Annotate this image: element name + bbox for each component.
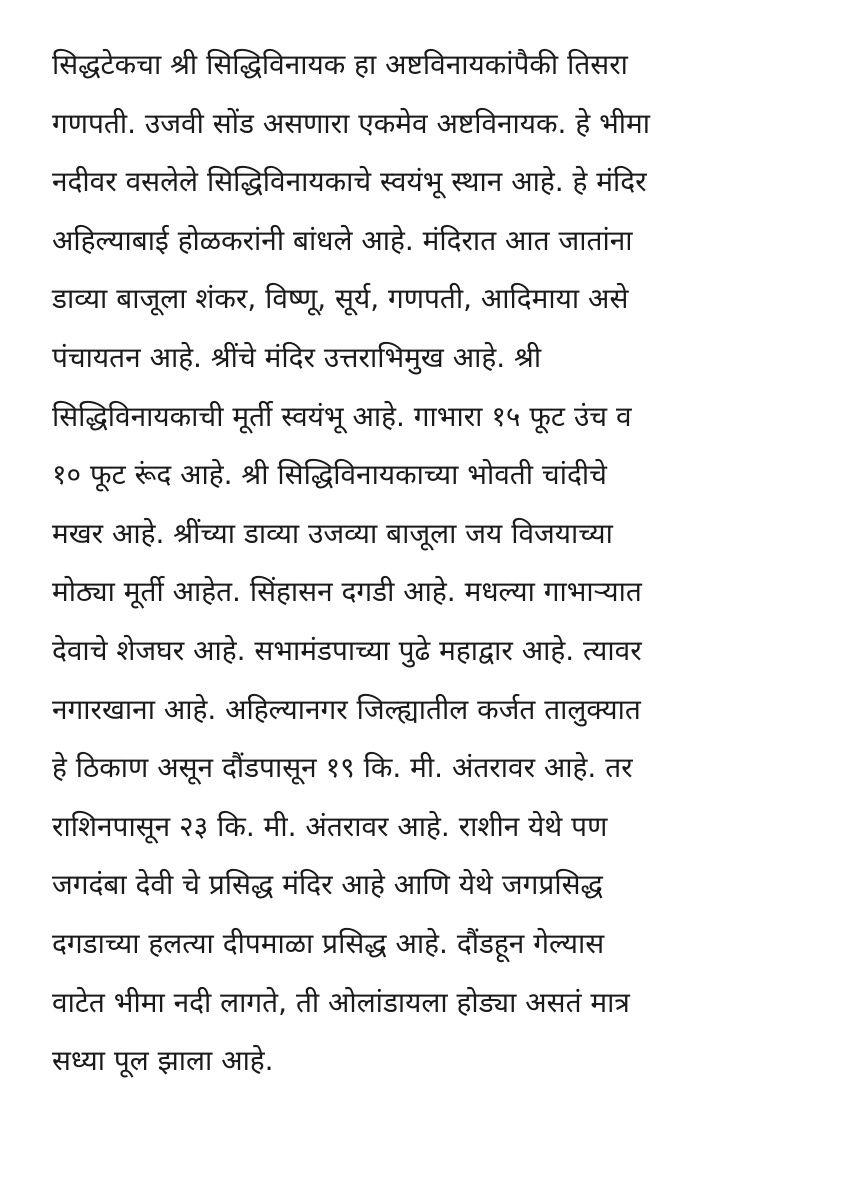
text-line: मोठ्या मूर्ती आहेत. सिंहासन दगडी आहे. मधल्या गाभाऱ्यात bbox=[52, 575, 642, 609]
text-line: १० फूट रूंद आहे. श्री सिद्धिविनायकाच्या भोवती चांदीचे bbox=[52, 458, 607, 492]
text-line: गणपती. उजवी सोंड असणारा एकमेव अष्टविनायक. हे भीमा bbox=[52, 106, 651, 140]
text-line: हे ठिकाण असून दौंडपासून १९ कि. मी. अंतरावर आहे. तर bbox=[52, 751, 633, 785]
text-line: वाटेत भीमा नदी लागते, ती ओलांडायला होड्या असतं मात्र bbox=[52, 985, 630, 1019]
text-line: सिद्धटेकचा श्री सिद्धिविनायक हा अष्टविनायकांपैकी तिसरा bbox=[52, 48, 628, 81]
text-line: राशिनपासून २३ कि. मी. अंतरावर आहे. राशीन येथे पण bbox=[52, 809, 608, 843]
text-line: अहिल्याबाई होळकरांनी बांधले आहे. मंदिरात आत जातांना bbox=[52, 223, 633, 257]
text-line: सिद्धिविनायकाची मूर्ती स्वयंभू आहे. गाभारा १५ फूट उंच व bbox=[52, 399, 632, 433]
text-line: देवाचे शेजघर आहे. सभामंडपाच्या पुढे महाद्वार आहे. त्यावर bbox=[52, 633, 642, 667]
article-paragraph bbox=[52, 36, 822, 1091]
text-line: जगदंबा देवी चे प्रसिद्ध मंदिर आहे आणि येथे जगप्रसिद्ध bbox=[52, 868, 603, 902]
text-line: नदीवर वसलेले सिद्धिविनायकाचे स्वयंभू स्थान आहे. हे मंदिर bbox=[52, 165, 647, 199]
text-line: मखर आहे. श्रींच्या डाव्या उजव्या बाजूला जय विजयाच्या bbox=[52, 516, 613, 550]
text-line: नगारखाना आहे. अहिल्यानगर जिल्ह्यातील कर्जत तालुक्यात bbox=[52, 692, 641, 726]
text-line: दगडाच्या हलत्या दीपमाळा प्रसिद्ध आहे. दौंडहून गेल्यास bbox=[52, 926, 605, 960]
text-line: सध्या पूल झाला आहे. bbox=[52, 1044, 274, 1078]
text-line: डाव्या बाजूला शंकर, विष्णू, सूर्य, गणपती, आदिमाया असे bbox=[52, 282, 629, 316]
text-line: पंचायतन आहे. श्रींचे मंदिर उत्तराभिमुख आहे. श्री bbox=[52, 340, 542, 374]
